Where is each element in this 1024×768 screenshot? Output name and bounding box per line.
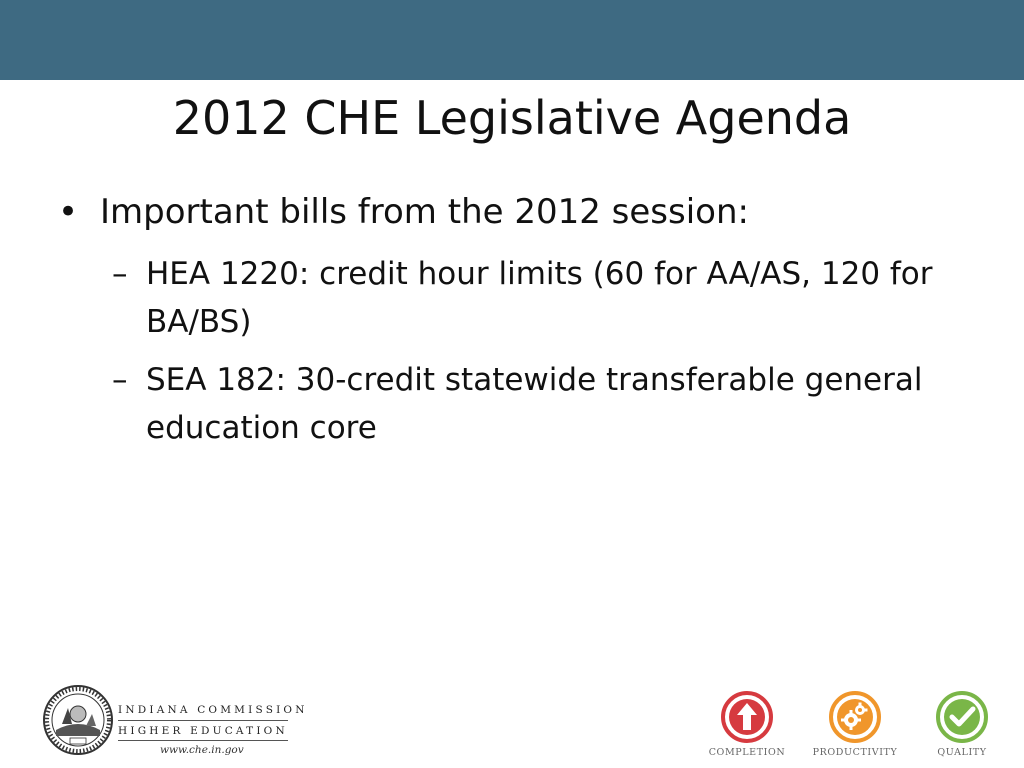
org-divider [118, 720, 288, 721]
pillar-label: COMPLETION [708, 747, 786, 758]
pillar-completion [697, 690, 797, 765]
org-divider [118, 740, 288, 741]
up-arrow-icon [720, 690, 774, 744]
org-name-line1: INDIANA COMMISSION [118, 704, 308, 716]
state-seal-icon [42, 684, 114, 756]
org-name-line2: HIGHER EDUCATION [118, 725, 288, 737]
pillar-label: PRODUCTIVITY [812, 747, 898, 758]
pillar-quality [912, 690, 1012, 765]
sub-item-dash: – [112, 362, 128, 398]
bullet-text: Important bills from the 2012 session: [100, 192, 749, 232]
pillar-label: QUALITY [937, 747, 987, 758]
sub-item-dash: – [112, 256, 128, 292]
website-url: www.che.in.gov [160, 744, 244, 756]
commission-logo [42, 684, 308, 764]
slide-title: 2012 CHE Legislative Agenda [172, 91, 852, 145]
top-bar [0, 0, 1024, 80]
pillar-productivity [805, 690, 905, 765]
sub-item-text: SEA 182: 30-credit statewide transferable general education core [146, 362, 923, 446]
bullet-dot: • [58, 192, 79, 232]
checkmark-icon [935, 690, 989, 744]
sub-item-text: HEA 1220: credit hour limits (60 for AA/AS, 120 for BA/BS) [146, 256, 933, 340]
gears-icon [828, 690, 882, 744]
